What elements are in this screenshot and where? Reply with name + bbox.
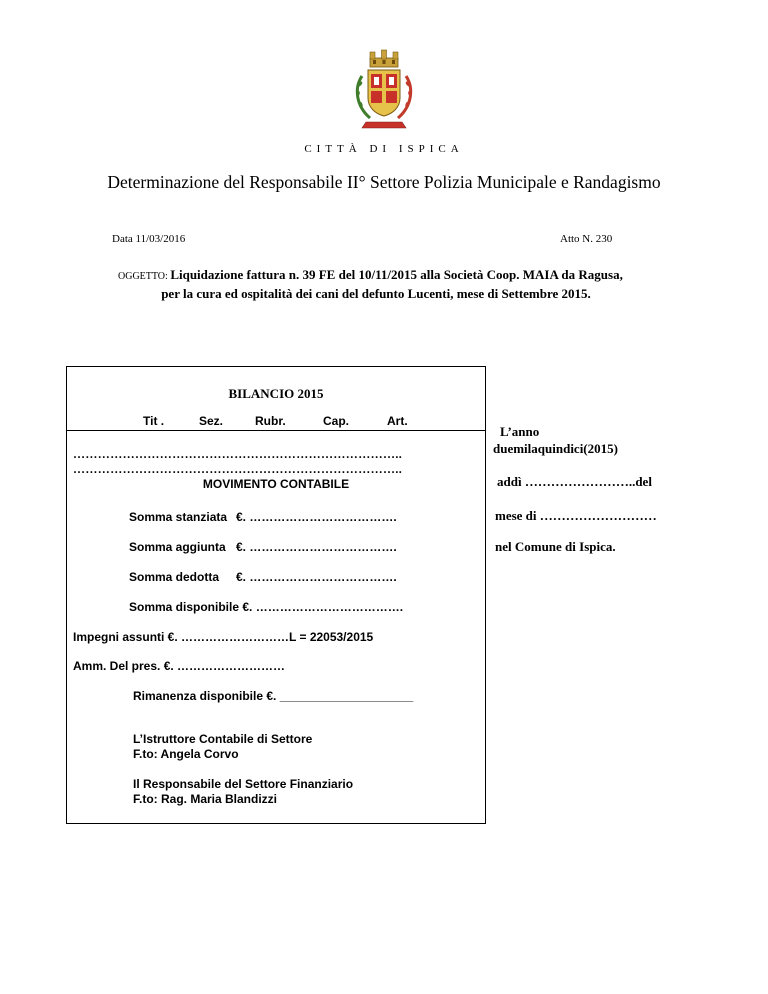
document-date: Data 11/03/2016 xyxy=(112,233,186,245)
year-label: L’anno xyxy=(500,424,540,439)
budget-columns-header xyxy=(67,414,485,431)
row-value-aggiunta: €. ………………………………. xyxy=(236,540,397,554)
available-sum: Somma disponibile €. ………………………………. xyxy=(129,600,404,614)
row-value-dedotta: €. ………………………………. xyxy=(236,570,397,584)
remaining-available: Rimanenza disponibile €. ____________________ xyxy=(133,689,414,703)
column-rubr: Rubr. xyxy=(255,414,286,428)
column-cap: Cap. xyxy=(323,414,350,428)
year-value: duemilaquindici(2015) xyxy=(493,441,618,456)
subject-block xyxy=(118,266,638,302)
column-tit: Tit . xyxy=(143,414,165,428)
document-number: Atto N. 230 xyxy=(560,233,613,245)
crown-icon xyxy=(370,50,398,67)
city-name: CITTÀ DI ISPICA xyxy=(304,143,464,155)
subject-line-2: per la cura ed ospitalità dei cani del defunto Lucenti, mese di Settembre 2015. xyxy=(161,286,591,301)
row-label-aggiunta: Somma aggiunta xyxy=(129,540,226,554)
finance-head-role: Il Responsabile del Settore Finanziario xyxy=(133,777,354,791)
document-title: Determinazione del Responsabile II° Settore Polizia Municipale e Randagismo xyxy=(107,172,661,192)
month-line: mese di ……………………… xyxy=(495,508,657,523)
dotted-line-1: …………………………………………………………………….. xyxy=(73,447,403,461)
city-crest-logo xyxy=(352,48,416,134)
row-label-dedotta: Somma dedotta xyxy=(129,570,220,584)
finance-head-name: F.to: Rag. Maria Blandizzi xyxy=(133,792,278,806)
subject-label: OGGETTO: xyxy=(118,271,171,282)
dotted-line-2: …………………………………………………………………….. xyxy=(73,462,403,476)
movement-title: MOVIMENTO CONTABILE xyxy=(202,477,350,491)
accounting-clerk-signature xyxy=(133,732,312,762)
column-art: Art. xyxy=(387,414,408,428)
day-line: addì ……………………..del xyxy=(497,474,652,489)
column-sez: Sez. xyxy=(199,414,224,428)
subject-line-1: Liquidazione fattura n. 39 FE del 10/11/2015 alla Società Coop. MAIA da Ragusa, xyxy=(170,267,623,282)
accounting-clerk-role: L’Istruttore Contabile di Settore xyxy=(133,732,313,746)
accounting-clerk-name: F.to: Angela Corvo xyxy=(133,747,239,761)
row-value-stanziata: €. ………………………………. xyxy=(236,510,397,524)
municipality-line: nel Comune di Ispica. xyxy=(495,539,616,554)
row-label-stanziata: Somma stanziata xyxy=(129,510,228,524)
finance-head-signature xyxy=(133,777,353,807)
amm-del-pres: Amm. Del pres. €. ……………………… xyxy=(73,659,286,673)
commitments: Impegni assunti €. ………………………L = 22053/2015 xyxy=(73,630,374,644)
budget-box xyxy=(66,366,486,824)
budget-title: BILANCIO 2015 xyxy=(228,386,324,401)
